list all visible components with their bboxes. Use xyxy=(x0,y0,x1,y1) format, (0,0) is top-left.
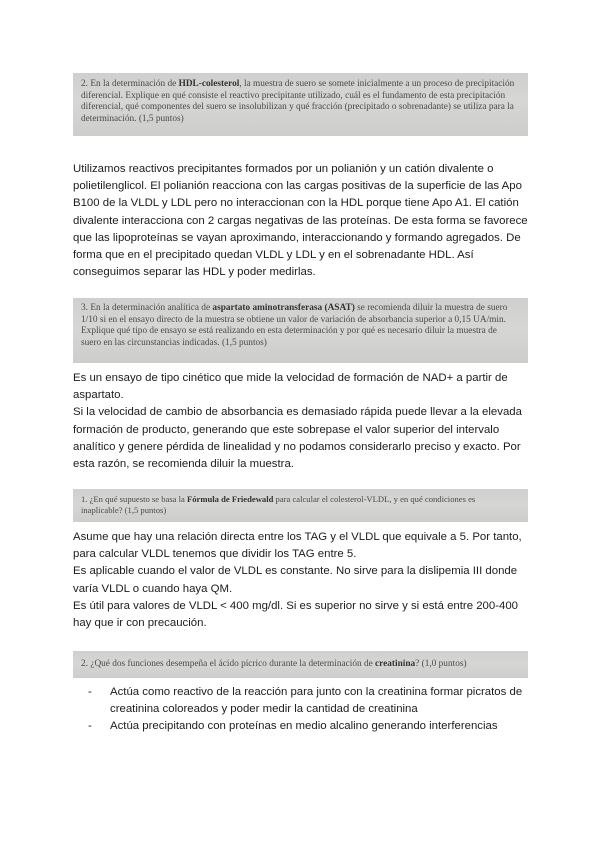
bullet-dash: - xyxy=(88,720,92,733)
answer-asat xyxy=(73,370,535,473)
bullet-dash: - xyxy=(88,686,92,698)
list-item-text: Actúa precipitando con proteínas en medio alcalino generando interferencias xyxy=(110,720,498,733)
question-2-creatinina-image xyxy=(73,651,528,678)
list-item xyxy=(88,718,538,735)
question-text-post: , la muestra de suero se somete inicialmente a un proceso de precipitación diferencial. Explique en qué consiste el reactivo precipitante utilizado, cuál es el fundamento de esta precipitación diferencial, qué componentes del suero se insolubilizan y qué fracción (precipitado o sobrenadante) se utiliza para la determinación. (1,5 puntos) xyxy=(81,79,515,124)
answer-paragraph: Es un ensayo de tipo cinético que mide la velocidad de formación de NAD+ a partir de aspartato. xyxy=(73,372,508,402)
answer-paragraph: Es aplicable cuando el valor de VLDL es constante. No sirve para la dislipemia III donde varía VLDL o cuando haya QM. xyxy=(73,565,518,595)
question-text-pre: ¿En qué supuesto se basa la xyxy=(89,494,187,504)
question-2-hdl-image xyxy=(73,73,528,136)
question-number: 2. xyxy=(81,659,88,669)
question-keyword: HDL-colesterol xyxy=(178,79,240,89)
question-text-pre: ¿Qué dos funciones desempeña el ácido pícrico durante la determinación de xyxy=(90,659,376,669)
question-keyword: creatinina xyxy=(375,659,416,669)
answer-hdl xyxy=(73,161,535,281)
question-number: 2. xyxy=(81,79,88,89)
answer-creatinina xyxy=(88,684,538,736)
answer-friedewald xyxy=(73,529,535,632)
question-text-post: ? (1,0 puntos) xyxy=(415,659,467,669)
question-text-post: para calcular el colesterol-VLDL, y en qué condiciones es inaplicable? (1,5 puntos) xyxy=(81,494,476,515)
question-text-post: se recomienda diluir la muestra de suero 1/10 si en el ensayo directo de la muestra se obtiene un valor de variación de absorbancia superior a 0,15 UA/min. Explique qué tipo de ensayo se está realizando en esta determinación y por qué es necesario diluir la muestra de suero en las circunstancias indicadas. (1,5 puntos) xyxy=(81,303,508,348)
question-number: 1. xyxy=(81,494,88,504)
answer-paragraph: Utilizamos reactivos precipitantes formados por un polianión y un catión divalente o polietilenglicol. El polianión reacciona con las cargas positivas de la superficie de las Apo B100 de la VLDL y LDL pero no interaccionan con la HDL porque tiene Apo A1. El catión divalente interacciona con 2 cargas negativas de las proteínas. De esta forma se favorece que las lipoproteínas se vayan aproximando, interaccionando y formando agregados. De forma que en el precipitado quedan VLDL y LDL y en el sobrenadante HDL. Así conseguimos separar las HDL y poder medirlas. xyxy=(73,163,528,279)
list-item-text: Actúa como reactivo de la reacción para junto con la creatinina formar picratos de creatinina coloreados y poder medir la cantidad de creatinina xyxy=(110,686,523,716)
answer-paragraph: Es útil para valores de VLDL < 400 mg/dl. Si es superior no sirve y si está entre 200-400 hay que ir con precaución. xyxy=(73,599,518,630)
question-keyword: aspartato aminotransferasa (ASAT) xyxy=(212,303,355,313)
question-keyword: Fórmula de Friedewald xyxy=(186,494,274,504)
question-number: 3. xyxy=(81,303,88,313)
answer-list xyxy=(88,684,538,736)
answer-paragraph: Si la velocidad de cambio de absorbancia es demasiado rápida puede llevar a la elevada formación de producto, generando que este sobrepase el valor superior del intervalo analítico y genere pérdida de linealidad y no podamos considerarlo preciso y exacto. Por esta razón, se recomienda diluir la muestra. xyxy=(73,406,522,471)
question-text-pre: En la determinación analítica de xyxy=(90,303,213,313)
question-3-asat-image xyxy=(73,298,528,363)
question-1-friedewald-image xyxy=(73,489,528,522)
list-item xyxy=(88,684,538,718)
answer-paragraph: Asume que hay una relación directa entre los TAG y el VLDL que equivale a 5. Por tanto, para calcular VLDL tenemos que dividir los TAG entre 5. xyxy=(73,531,522,561)
question-text-pre: En la determinación de xyxy=(90,79,179,89)
